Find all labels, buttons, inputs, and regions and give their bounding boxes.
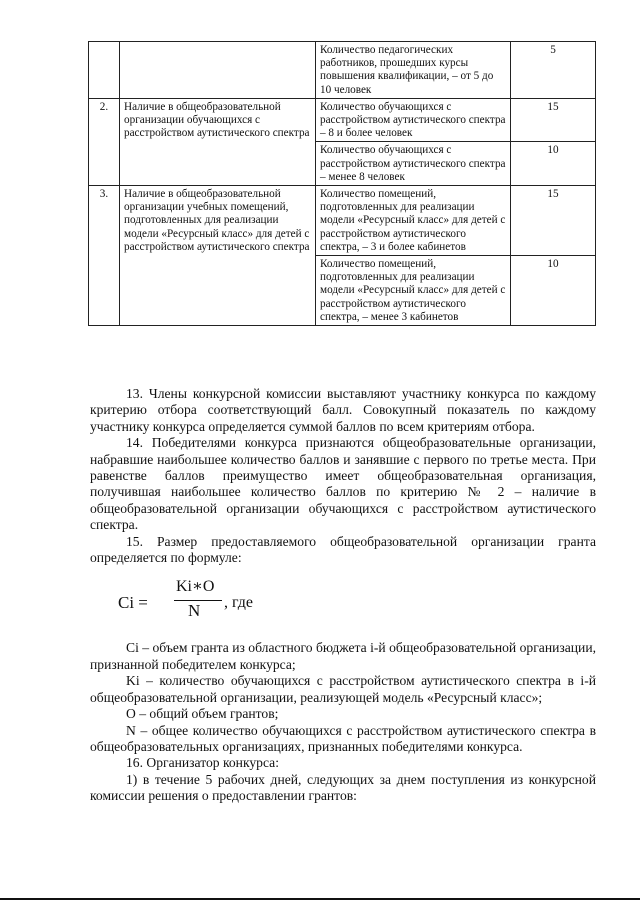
- definition-ki: Ki – количество обучающихся с расстройством аутистического спектра в i-й общеобразовательной организации, реализующей модель «Ресурсный класс»;: [90, 673, 596, 705]
- indicator-cell: Количество обучающихся с расстройством аутистического спектра – менее 8 человек: [316, 142, 511, 186]
- row-number: 2.: [89, 98, 120, 185]
- formula-lhs: Ci =: [118, 593, 148, 613]
- grant-formula: [90, 576, 596, 632]
- table-row: [89, 98, 596, 142]
- points-cell: 15: [511, 98, 596, 142]
- criterion-name: [120, 42, 316, 99]
- indicator-cell: Количество помещений, подготовленных для реализации модели «Ресурсный класс» для детей с расстройством аутистического спектра, – менее 3 кабинетов: [316, 256, 511, 326]
- row-number: 3.: [89, 186, 120, 326]
- table-row: [89, 186, 596, 256]
- formula-denominator: N: [188, 601, 201, 621]
- paragraph-14: 14. Победителями конкурса признаются общеобразовательные организации, набравшие наибольшее количество баллов и занявшие с первого по третье места. При равенстве баллов преимущество имеет общеобразовательная организация, получившая наибольшее количество баллов по критерию № 2 – наличие в общеобразовательной организации обучающихся с расстройством аутистического спектра.: [90, 435, 596, 533]
- definition-ci: Ci – объем гранта из областного бюджета i-й общеобразовательной организации, признанной победителем конкурса;: [90, 640, 596, 672]
- indicator-cell: Количество педагогических работников, прошедших курсы повышения квалификации, – от 5 до 10 человек: [316, 42, 511, 99]
- indicator-cell: Количество обучающихся с расстройством аутистического спектра – 8 и более человек: [316, 98, 511, 142]
- criterion-name: Наличие в общеобразовательной организации учебных помещений, подготовленных для реализации модели «Ресурсный класс» для детей с расстройством аутистического спектра: [120, 186, 316, 326]
- indicator-cell: Количество помещений, подготовленных для реализации модели «Ресурсный класс» для детей с расстройством аутистического спектра, – 3 и более кабинетов: [316, 186, 511, 256]
- table-row: [89, 42, 596, 99]
- points-cell: 15: [511, 186, 596, 256]
- points-cell: 10: [511, 142, 596, 186]
- paragraph-15: 15. Размер предоставляемого общеобразовательной организации гранта определяется по формуле:: [90, 533, 596, 566]
- paragraph-16: 16. Организатор конкурса:: [126, 755, 279, 771]
- paragraph-16-1: 1) в течение 5 рабочих дней, следующих за днем поступления из конкурсной комиссии решения о предоставлении грантов:: [90, 771, 596, 804]
- page-bottom-rule: [0, 898, 640, 900]
- points-cell: 10: [511, 256, 596, 326]
- points-cell: 5: [511, 42, 596, 99]
- formula-numerator: Ki∗O: [176, 578, 215, 596]
- definition-o: О – общий объем грантов;: [126, 706, 279, 722]
- document-body: [90, 386, 596, 805]
- criteria-table: [88, 41, 596, 326]
- formula-where: , где: [224, 594, 254, 612]
- definition-n: N – общее количество обучающихся с расстройством аутистического спектра в общеобразовательных организациях, признанных победителями конкурса.: [90, 722, 596, 754]
- criterion-name: Наличие в общеобразовательной организации обучающихся с расстройством аутистического спектра: [120, 98, 316, 185]
- row-number: [89, 42, 120, 99]
- paragraph-13: 13. Члены конкурсной комиссии выставляют участнику конкурса по каждому критерию отбора соответствующий балл. Совокупный показатель по каждому участнику конкурса определяется суммой баллов по всем критериям отбора.: [90, 386, 596, 434]
